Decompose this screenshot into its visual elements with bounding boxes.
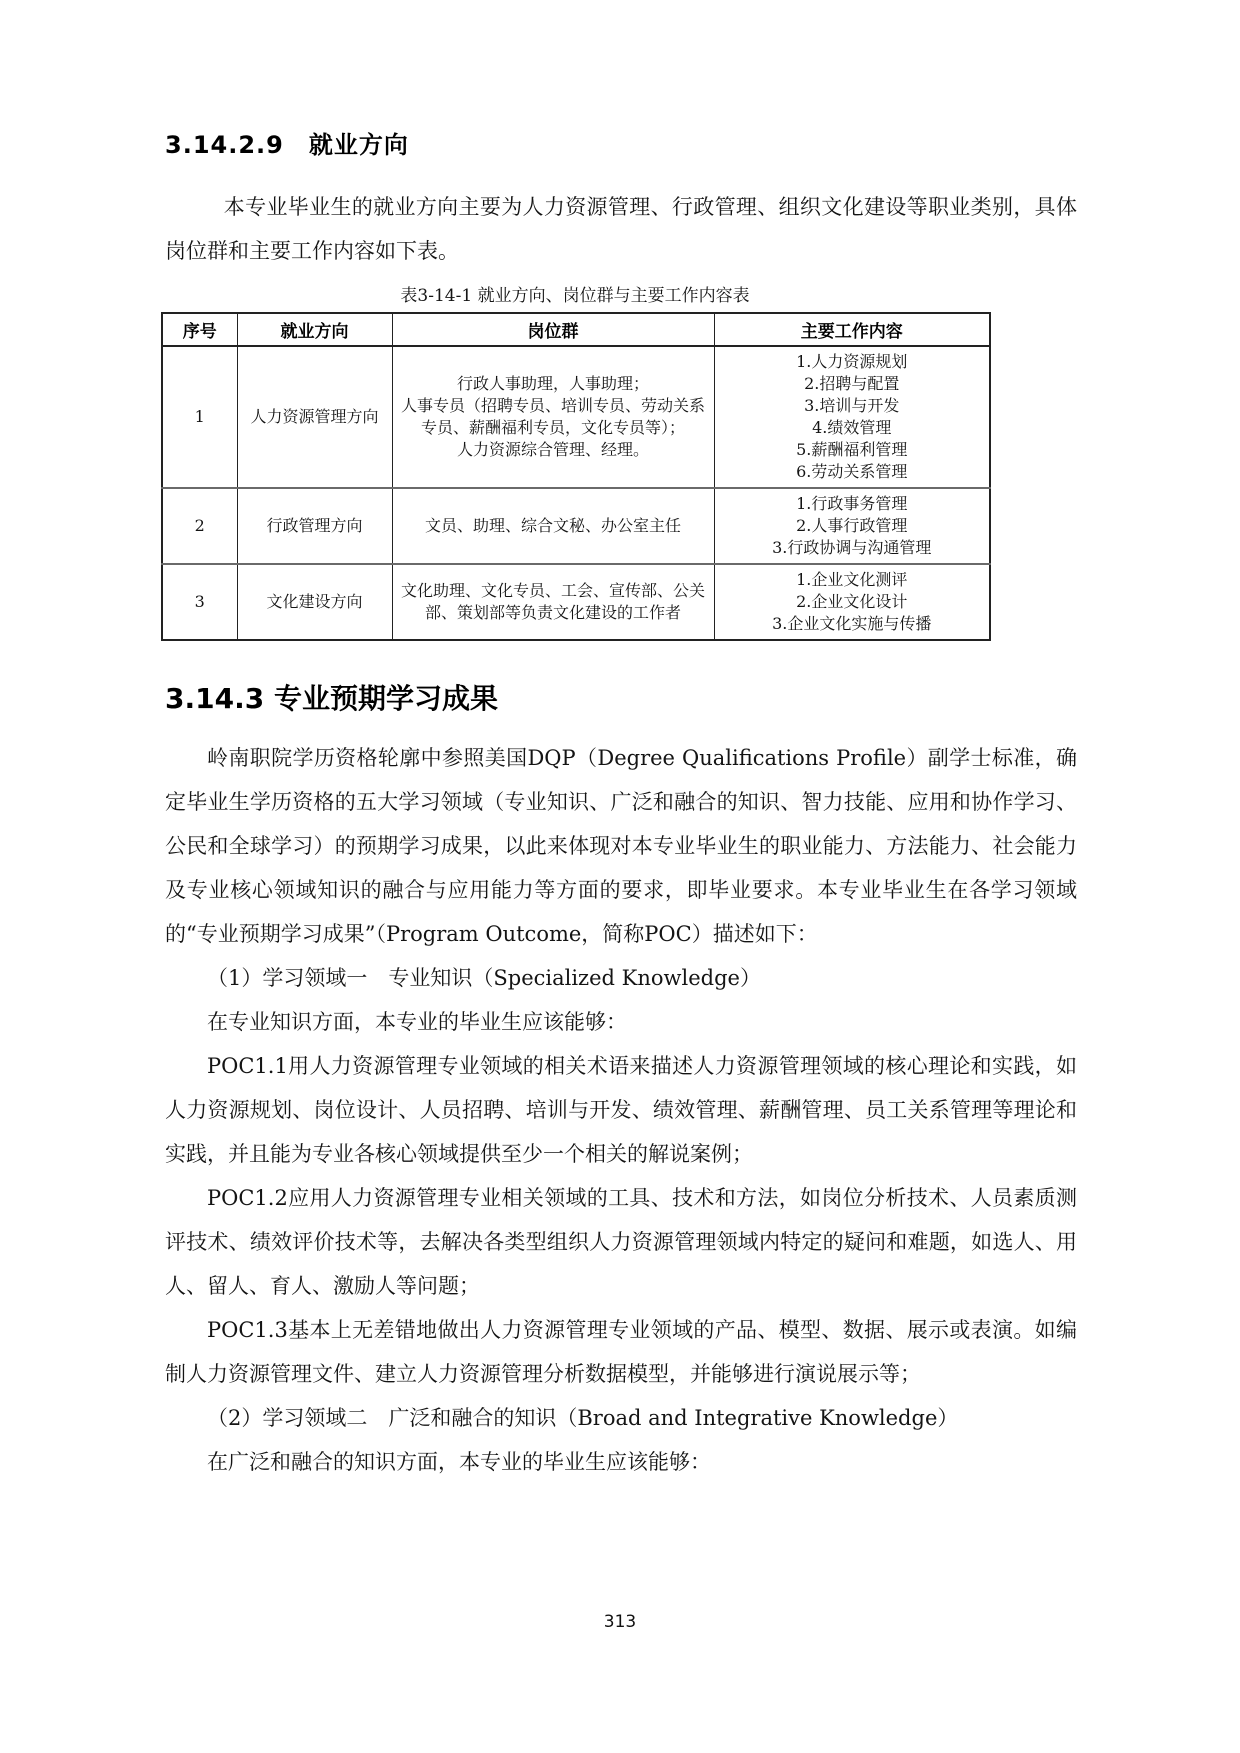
work-item: 2.招聘与配置 <box>804 374 900 394</box>
page-number: 313 <box>603 1612 637 1632</box>
cell-positions <box>392 564 714 640</box>
table-row <box>162 488 990 564</box>
cell-work <box>714 346 990 488</box>
outcomes-paragraph: （1）学习领域一 专业知识（Specialized Knowledge） <box>207 965 761 990</box>
work-item: 2.企业文化设计 <box>796 592 908 612</box>
header-cell-no: 序号 <box>162 313 237 346</box>
cell-direction: 行政管理方向 <box>237 488 392 564</box>
cell-work <box>714 488 990 564</box>
employment-intro-paragraph: 本专业毕业生的就业方向主要为人力资源管理、行政管理、组织文化建设等职业类别，具体岗位群和主要工作内容如下表。 <box>165 195 1077 264</box>
outcomes-paragraph: 岭南职院学历资格轮廓中参照美国DQP（Degree Qualifications Profile）副学士标准，确定毕业生学历资格的五大学习领域（专业知识、广泛和融合的知识、智力技能、应用和协作学习、公民和全球学习）的预期学习成果，以此来体现对本专业毕业生的职业能力、方法能力、社会能力及专业核心领域知识的融合与应用能力等方面的要求，即毕业要求。本专业毕业生在各学习领域的“专业预期学习成果”（Program Outcome，简称POC）描述如下： <box>165 745 1077 946</box>
cell-direction: 人力资源管理方向 <box>237 346 392 488</box>
header-cell-positions: 岗位群 <box>392 313 714 346</box>
header-cell-work: 主要工作内容 <box>714 313 990 346</box>
cell-no: 2 <box>162 488 237 564</box>
work-item: 5.薪酬福利管理 <box>796 440 908 460</box>
work-item: 3.企业文化实施与传播 <box>772 614 932 634</box>
outcomes-paragraph: 在专业知识方面，本专业的毕业生应该能够： <box>207 1009 627 1034</box>
outcomes-paragraph: POC1.1用人力资源管理专业领域的相关术语来描述人力资源管理领域的核心理论和实践，如人力资源规划、岗位设计、人员招聘、培训与开发、绩效管理、薪酬管理、员工关系管理等理论和实践，并且能为专业各核心领域提供至少一个相关的解说案例； <box>165 1053 1077 1166</box>
work-item: 1.行政事务管理 <box>796 494 908 514</box>
work-item: 1.企业文化测评 <box>796 570 908 590</box>
section-heading-employment: 3.14.2.9 就业方向 <box>165 131 409 159</box>
work-item: 3.培训与开发 <box>804 396 900 416</box>
position-line: 文员、助理、综合文秘、办公室主任 <box>424 516 681 536</box>
cell-positions <box>392 488 714 564</box>
work-item: 4.绩效管理 <box>812 418 892 438</box>
cell-no: 3 <box>162 564 237 640</box>
table-row <box>162 346 990 488</box>
outcomes-paragraph: POC1.3基本上无差错地做出人力资源管理专业领域的产品、模型、数据、展示或表演。如编制人力资源管理文件、建立人力资源管理分析数据模型，并能够进行演说展示等； <box>165 1317 1077 1386</box>
employment-table <box>161 312 991 641</box>
work-item: 1.人力资源规划 <box>796 352 908 372</box>
position-line: 行政人事助理，人事助理； <box>456 374 649 394</box>
cell-direction: 文化建设方向 <box>237 564 392 640</box>
employment-table-container <box>161 281 989 641</box>
header-cell-direction: 就业方向 <box>237 313 392 346</box>
outcomes-paragraph: （2）学习领域二 广泛和融合的知识（Broad and Integrative Knowledge） <box>207 1405 959 1430</box>
position-line: 文化助理、文化专员、工会、宣传部、公关部、策划部等负责文化建设的工作者 <box>400 581 705 623</box>
position-line: 人力资源综合管理、经理。 <box>456 440 649 460</box>
cell-positions <box>392 346 714 488</box>
cell-work <box>714 564 990 640</box>
work-item: 6.劳动关系管理 <box>796 462 908 482</box>
position-line: 人事专员（招聘专员、培训专员、劳动关系专员、薪酬福利专员，文化专员等）； <box>400 396 705 438</box>
cell-no: 1 <box>162 346 237 488</box>
outcomes-paragraph: POC1.2应用人力资源管理专业相关领域的工具、技术和方法，如岗位分析技术、人员素质测评技术、绩效评价技术等，去解决各类型组织人力资源管理领域内特定的疑问和难题，如选人、用人、留人、育人、激励人等问题； <box>165 1185 1077 1298</box>
outcomes-paragraph: 在广泛和融合的知识方面，本专业的毕业生应该能够： <box>207 1449 711 1474</box>
table-header-row <box>162 313 990 346</box>
table-caption: 表3-14-1 就业方向、岗位群与主要工作内容表 <box>400 286 750 307</box>
section-heading-outcomes: 3.14.3 专业预期学习成果 <box>165 682 498 716</box>
work-item: 2.人事行政管理 <box>796 516 908 536</box>
table-row <box>162 564 990 640</box>
work-item: 3.行政协调与沟通管理 <box>772 538 932 558</box>
